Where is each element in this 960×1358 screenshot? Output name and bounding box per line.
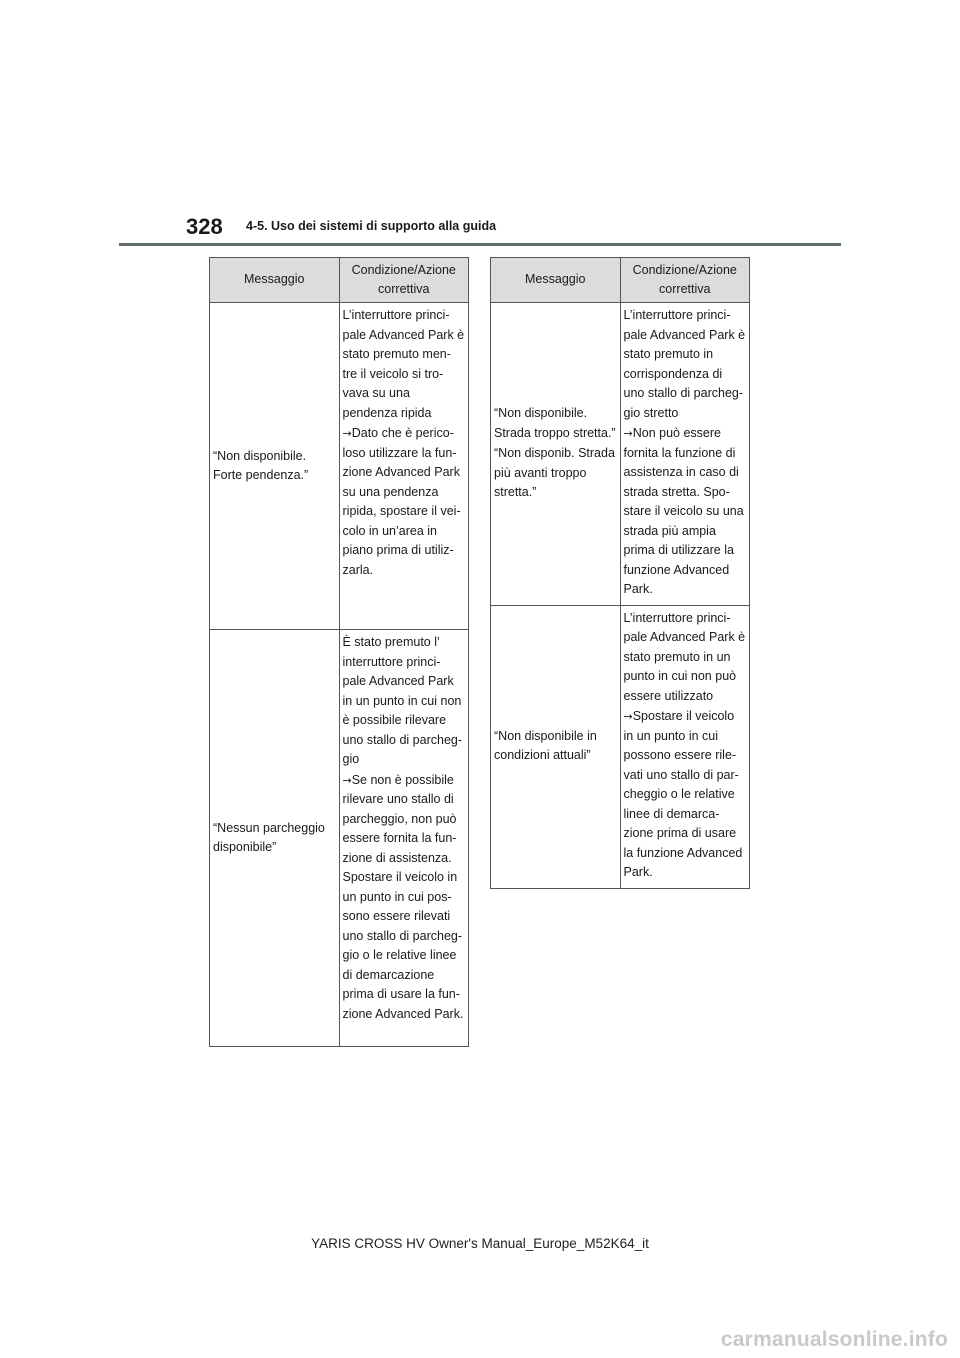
- table-row: [210, 303, 469, 630]
- action-paragraph: [343, 771, 466, 1025]
- message-table-left: [209, 257, 469, 1047]
- action-paragraph: [624, 707, 747, 883]
- condition-text: L’interruttore princi- pale Advanced Park è stato premuto in un punto in cui non può essere utilizzato: [623, 610, 746, 703]
- condition-cell: [620, 303, 750, 606]
- condition-text: L’interruttore princi- pale Advanced Park è stato premuto men- tre il veicolo si tro- vava su una pendenza ripida: [342, 308, 465, 420]
- message-text: “Nessun parcheggio: [213, 820, 325, 835]
- table-row: [491, 605, 750, 888]
- page-number: 328: [186, 214, 223, 239]
- message-text: “Non disponibile.: [213, 448, 307, 463]
- header-rule: [119, 243, 841, 246]
- column-header-condition: Condizione/Azione correttiva: [620, 258, 750, 303]
- table-row: [210, 630, 469, 1047]
- arrow-right-icon: →: [342, 427, 352, 440]
- arrow-right-icon: →: [623, 710, 633, 723]
- table-header-row: [491, 258, 750, 303]
- message-cell: [210, 303, 340, 630]
- message-text: Forte pendenza.”: [213, 468, 309, 482]
- condition-cell: [339, 303, 469, 630]
- arrow-right-icon: →: [342, 773, 352, 787]
- action-text: Se non è possibile rilevare uno stallo di parcheggio, non può essere fornita la fun- zione di assistenza. Spostare il veicolo in un punto in cui pos- sono essere rilevati uno stallo di parcheg- gio o le relative linee di demarcazione prima di usare la fun- zione Advanced Park.: [342, 772, 464, 1021]
- message-table-right: [490, 257, 750, 889]
- message-cell: [210, 630, 340, 1047]
- table-header-row: [210, 258, 469, 303]
- condition-cell: [620, 605, 750, 888]
- action-paragraph: [343, 424, 466, 580]
- action-paragraph: [624, 424, 747, 600]
- message-text: “Non disponibile in condizioni attuali”: [494, 728, 597, 762]
- message-cell: [491, 605, 621, 888]
- condition-text: L’interruttore princi- pale Advanced Park è stato premuto in corrispondenza di uno stallo di parcheg- gio stretto: [623, 308, 746, 420]
- condition-text: È stato premuto l’ interruttore princi- pale Advanced Park in un punto in cui non è possibile rilevare uno stallo di parcheg- gio: [342, 635, 463, 766]
- watermark: carmanualsonline.info: [720, 1328, 948, 1351]
- column-header-condition: Condizione/Azione correttiva: [339, 258, 469, 303]
- action-text: Dato che è perico- loso utilizzare la fun- zione Advanced Park su una pendenza ripida, spostare il vei- colo in un’area in piano prima di utiliz- zarla.: [342, 426, 461, 577]
- action-text: Non può essere fornita la funzione di assistenza in caso di strada stretta. Spo- stare il veicolo su una strada più ampia prima di utilizzare la funzione Advanced Park.: [623, 426, 744, 596]
- message-text: disponibile”: [213, 840, 277, 854]
- arrow-right-icon: →: [623, 427, 633, 440]
- condition-cell: [339, 630, 469, 1047]
- table-row: [491, 303, 750, 606]
- action-text: Spostare il veicolo in un punto in cui possono essere rile- vati uno stallo di par- cheggio o le relative linee di demarca- zione prima di usare la funzione Advanced Park.: [623, 709, 743, 879]
- message-cell: [491, 303, 621, 606]
- section-title: 4-5. Uso dei sistemi di supporto alla guida: [246, 219, 497, 233]
- footer-text: YARIS CROSS HV Owner's Manual_Europe_M52K64_it: [311, 1236, 649, 1251]
- message-text: “Non disponibile. Strada troppo stretta.”: [494, 406, 616, 440]
- column-header-message: Messaggio: [491, 258, 621, 303]
- message-text: “Non disponib. Strada più avanti troppo stretta.”: [494, 446, 615, 499]
- column-header-message: Messaggio: [210, 258, 340, 303]
